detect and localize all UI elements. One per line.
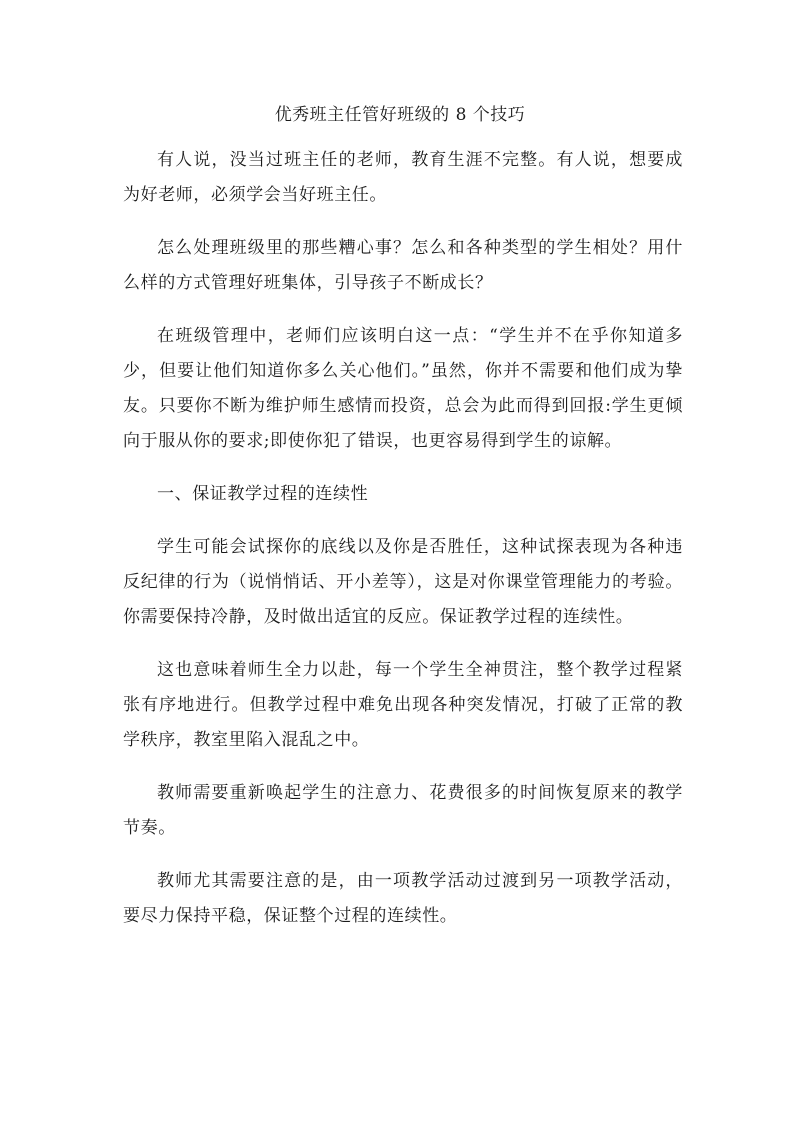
document-title: 优秀班主任管好班级的 8 个技巧	[274, 105, 526, 125]
paragraph-questions: 怎么处理班级里的那些糟心事？怎么和各种类型的学生相处？用什么样的方式管理好班集体，引导孩子不断成长？	[123, 238, 683, 293]
paragraph-intro: 有人说，没当过班主任的老师，教育生涯不完整。有人说，想要成为好老师，必须学会当好班主任。	[123, 150, 683, 205]
paragraph-transition: 教师尤其需要注意的是，由一项教学活动过渡到另一项教学活动，要尽力保持平稳，保证整个过程的连续性。	[123, 871, 683, 926]
paragraph-attention: 教师需要重新唤起学生的注意力、花费很多的时间恢复原来的教学节奏。	[123, 783, 683, 838]
paragraph-care: 在班级管理中，老师们应该明白这一点：“学生并不在乎你知道多少，但要让他们知道你多么关心他们。”虽然，你并不需要和他们成为挚友。只要你不断为维护师生感情而投资，总会为此而得到回报:学生更倾向于服从你的要求;即使你犯了错误，也更容易得到学生的谅解。	[123, 326, 683, 451]
document-body	[123, 143, 683, 952]
paragraph-testing: 学生可能会试探你的底线以及你是否胜任，这种试探表现为各种违反纪律的行为（说悄悄话、开小差等），这是对你课堂管理能力的考验。你需要保持冷静，及时做出适宜的反应。保证教学过程的连续性。	[123, 537, 683, 627]
paragraph-order: 这也意味着师生全力以赴，每一个学生全神贯注，整个教学过程紧张有序地进行。但教学过程中难免出现各种突发情况，打破了正常的教学秩序，教室里陷入混乱之中。	[123, 660, 683, 750]
section-heading-1: 一、保证教学过程的连续性	[157, 484, 369, 504]
